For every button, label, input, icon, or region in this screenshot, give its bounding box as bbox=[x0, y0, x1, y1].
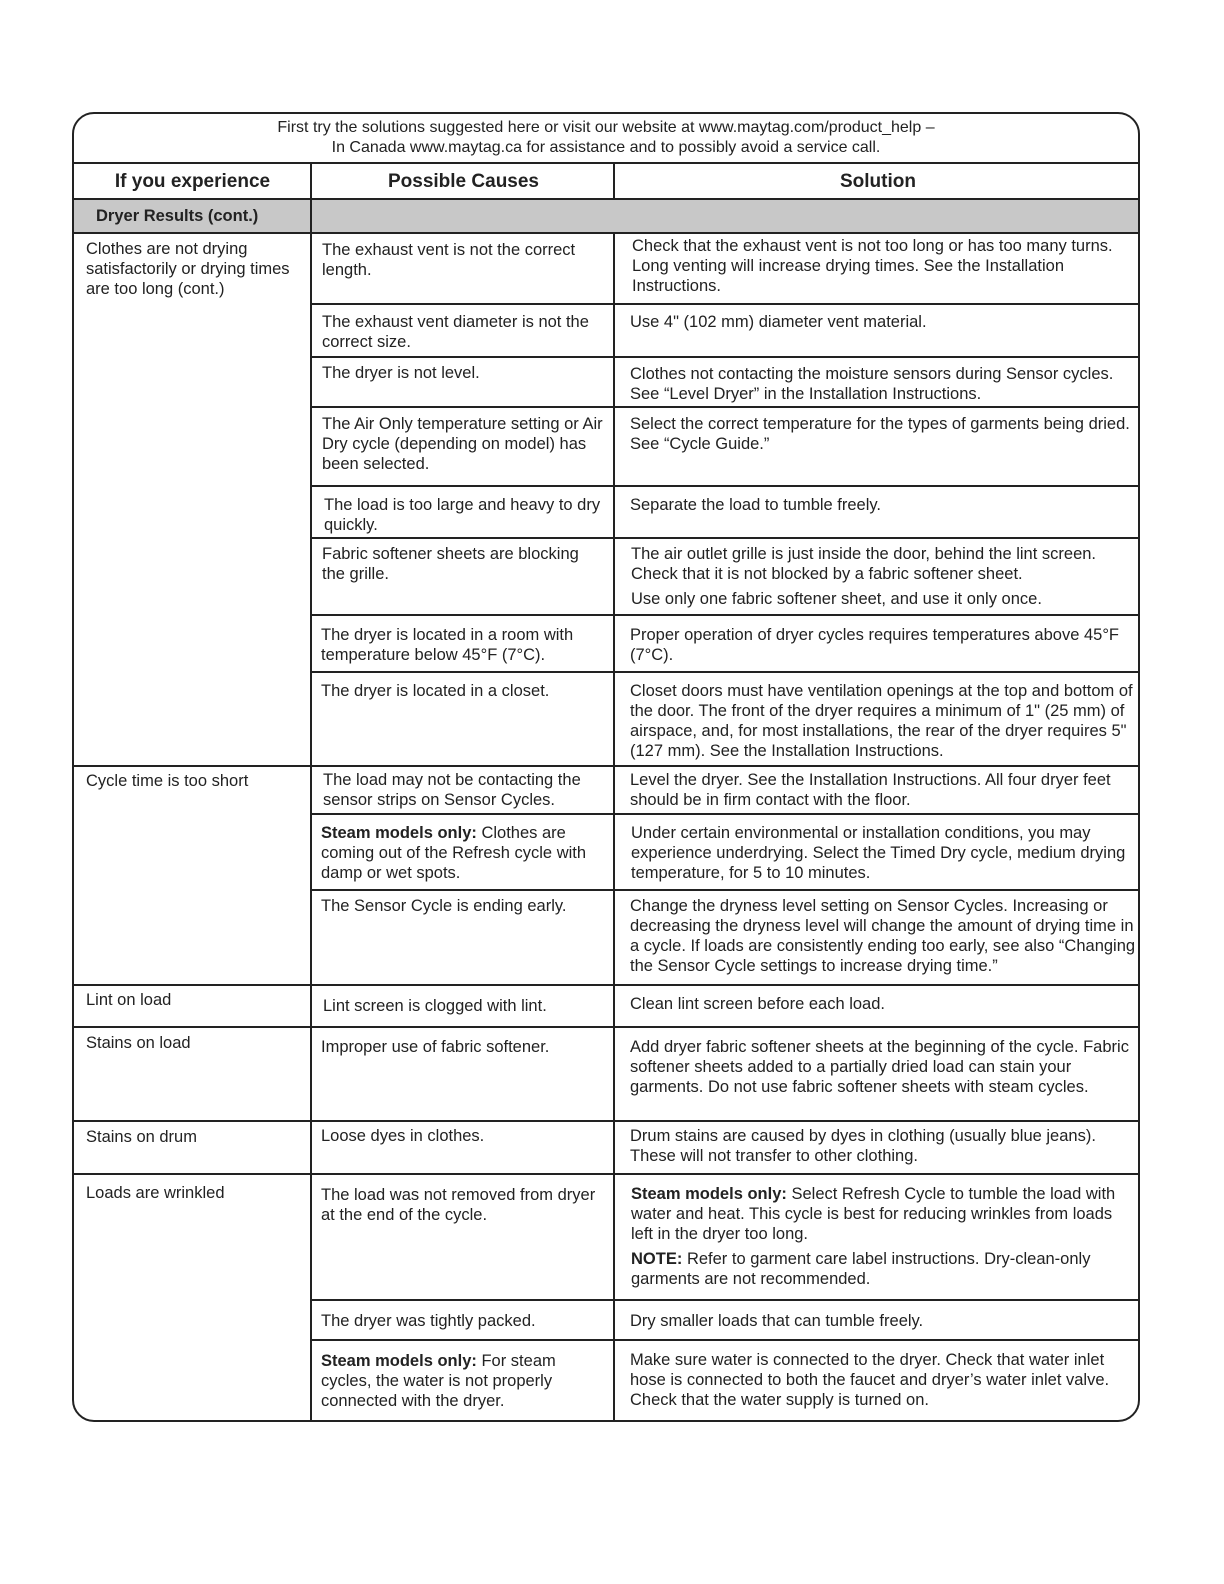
cause-cell: The load is too large and heavy to dry quickly. bbox=[324, 496, 601, 534]
cause-cell: The load may not be contacting the sensor strips on Sensor Cycles. bbox=[323, 771, 581, 809]
section-title: Dryer Results (cont.) bbox=[74, 200, 1138, 234]
solution-cell: Proper operation of dryer cycles requires temperatures above 45°F (7°C). bbox=[630, 626, 1120, 664]
solution-bold-label: Steam models only: bbox=[631, 1185, 787, 1203]
solution-cell: Select the correct temperature for the types of garments being dried. See “Cycle Guide.” bbox=[630, 415, 1130, 453]
solution-cell: Level the dryer. See the Installation Instructions. All four dryer feet should be in firm contact with the floor. bbox=[630, 771, 1111, 809]
solution-paragraph: The air outlet grille is just inside the door, behind the lint screen. Check that it is not blocked by a fabric softener sheet. bbox=[631, 545, 1097, 583]
solution-cell bbox=[631, 544, 1136, 609]
row-divider bbox=[311, 537, 1140, 539]
experience-cell: Stains on drum bbox=[86, 1128, 197, 1146]
cause-cell: Fabric softener sheets are blocking the grille. bbox=[322, 545, 579, 583]
row-divider bbox=[74, 1026, 1138, 1028]
experience-cell: Loads are wrinkled bbox=[86, 1184, 225, 1202]
row-divider bbox=[311, 1299, 1140, 1301]
solution-cell bbox=[631, 1184, 1137, 1289]
intro-line-1: First try the solutions suggested here or visit our website at www.maytag.com/product_help – bbox=[277, 119, 935, 136]
row-divider bbox=[311, 813, 1140, 815]
solution-cell: Clothes not contacting the moisture sensors during Sensor cycles. See “Level Dryer” in the Installation Instructions. bbox=[630, 365, 1114, 403]
cause-cell: The load was not removed from dryer at the end of the cycle. bbox=[321, 1186, 596, 1224]
column-divider bbox=[613, 164, 615, 200]
solution-cell: Under certain environmental or installation conditions, you may experience underdrying. Select the Timed Dry cycle, medium drying temperature, for 5 to 10 minutes. bbox=[631, 824, 1126, 882]
row-divider bbox=[74, 765, 1138, 767]
cause-cell: The dryer is located in a room with temperature below 45°F (7°C). bbox=[321, 626, 574, 664]
note-label: NOTE: bbox=[631, 1250, 683, 1268]
solution-cell: Change the dryness level setting on Sensor Cycles. Increasing or decreasing the dryness level will change the amount of drying time in a cycle. If loads are consistently ending too early, see also “Changing the Sensor Cycle settings to increase drying time.” bbox=[630, 897, 1136, 975]
row-divider bbox=[311, 303, 1140, 305]
cause-cell: The dryer is not level. bbox=[322, 364, 480, 382]
solution-cell: Closet doors must have ventilation openings at the top and bottom of the door. The front of the dryer requires a minimum of 1" (25 mm) of airspace, and, for most installations, the rear of the dryer requires 5" (127 mm). See the Installation Instructions. bbox=[630, 682, 1133, 760]
cause-bold-label: Steam models only: bbox=[321, 1352, 477, 1370]
troubleshooting-table bbox=[72, 112, 1140, 1422]
cause-text: For steam cycles, the water is not properly connected with the dryer. bbox=[321, 1352, 556, 1410]
row-divider bbox=[311, 614, 1140, 616]
intro-line-2: In Canada www.maytag.ca for assistance and to possibly avoid a service call. bbox=[331, 139, 881, 156]
row-divider bbox=[311, 485, 1140, 487]
column-divider bbox=[613, 234, 615, 1422]
row-divider bbox=[74, 1120, 1138, 1122]
experience-cell: Lint on load bbox=[86, 991, 172, 1009]
row-divider bbox=[311, 356, 1140, 358]
solution-cell: Drum stains are caused by dyes in clothing (usually blue jeans). These will not transfer to other clothing. bbox=[630, 1127, 1096, 1165]
cause-cell: The exhaust vent is not the correct length. bbox=[322, 241, 576, 279]
row-divider bbox=[311, 889, 1140, 891]
row-divider bbox=[74, 984, 1138, 986]
solution-cell: Clean lint screen before each load. bbox=[630, 995, 885, 1013]
solution-cell: Add dryer fabric softener sheets at the beginning of the cycle. Fabric softener sheets added to a partially dried load can stain your garments. Do not use fabric softener sheets with steam cycles. bbox=[630, 1038, 1129, 1096]
experience-cell: Cycle time is too short bbox=[86, 772, 249, 790]
solution-paragraph bbox=[631, 1184, 1137, 1244]
cause-cell: The Sensor Cycle is ending early. bbox=[321, 897, 567, 915]
experience-cell: Clothes are not drying satisfactorily or drying times are too long (cont.) bbox=[86, 240, 290, 298]
solution-text: Select Refresh Cycle to tumble the load with water and heat. This cycle is best for reducing wrinkles from loads left in the dryer too long. bbox=[631, 1185, 1116, 1243]
cause-cell: The exhaust vent diameter is not the correct size. bbox=[322, 313, 589, 351]
intro-note bbox=[74, 114, 1138, 164]
solution-cell: Use 4" (102 mm) diameter vent material. bbox=[630, 313, 927, 331]
header-causes: Possible Causes bbox=[387, 171, 540, 192]
cause-cell bbox=[321, 1351, 604, 1411]
cause-cell: Lint screen is clogged with lint. bbox=[323, 997, 547, 1015]
solution-paragraph: Use only one fabric softener sheet, and use it only once. bbox=[631, 590, 1042, 608]
cause-bold-label: Steam models only: bbox=[321, 824, 477, 842]
solution-cell: Separate the load to tumble freely. bbox=[630, 496, 882, 514]
solution-cell: Dry smaller loads that can tumble freely. bbox=[630, 1312, 924, 1330]
column-divider bbox=[310, 164, 312, 1422]
header-experience: If you experience bbox=[114, 171, 271, 192]
cause-cell: The dryer is located in a closet. bbox=[321, 682, 550, 700]
solution-paragraph bbox=[631, 1249, 1137, 1289]
cause-cell: Improper use of fabric softener. bbox=[321, 1038, 550, 1056]
cause-text: Clothes are coming out of the Refresh cycle with damp or wet spots. bbox=[321, 824, 587, 882]
cause-cell: The Air Only temperature setting or Air Dry cycle (depending on model) has been selected. bbox=[322, 415, 603, 473]
row-divider bbox=[74, 232, 1138, 234]
note-text: Refer to garment care label instructions. Dry-clean-only garments are not recommended. bbox=[631, 1250, 1091, 1288]
cause-cell: The dryer was tightly packed. bbox=[321, 1312, 536, 1330]
header-solution: Solution bbox=[840, 171, 916, 192]
row-divider bbox=[311, 671, 1140, 673]
row-divider bbox=[74, 1173, 1138, 1175]
experience-cell: Stains on load bbox=[86, 1034, 191, 1052]
solution-cell: Check that the exhaust vent is not too long or has too many turns. Long venting will increase drying times. See the Installation Instructions. bbox=[632, 237, 1113, 295]
row-divider bbox=[311, 1339, 1140, 1341]
row-divider bbox=[74, 198, 1138, 200]
row-divider bbox=[311, 406, 1140, 408]
solution-cell: Make sure water is connected to the dryer. Check that water inlet hose is connected to both the faucet and dryer’s water inlet valve. Check that the water supply is turned on. bbox=[630, 1351, 1110, 1409]
cause-cell: Loose dyes in clothes. bbox=[321, 1127, 485, 1145]
cause-cell bbox=[321, 823, 604, 883]
